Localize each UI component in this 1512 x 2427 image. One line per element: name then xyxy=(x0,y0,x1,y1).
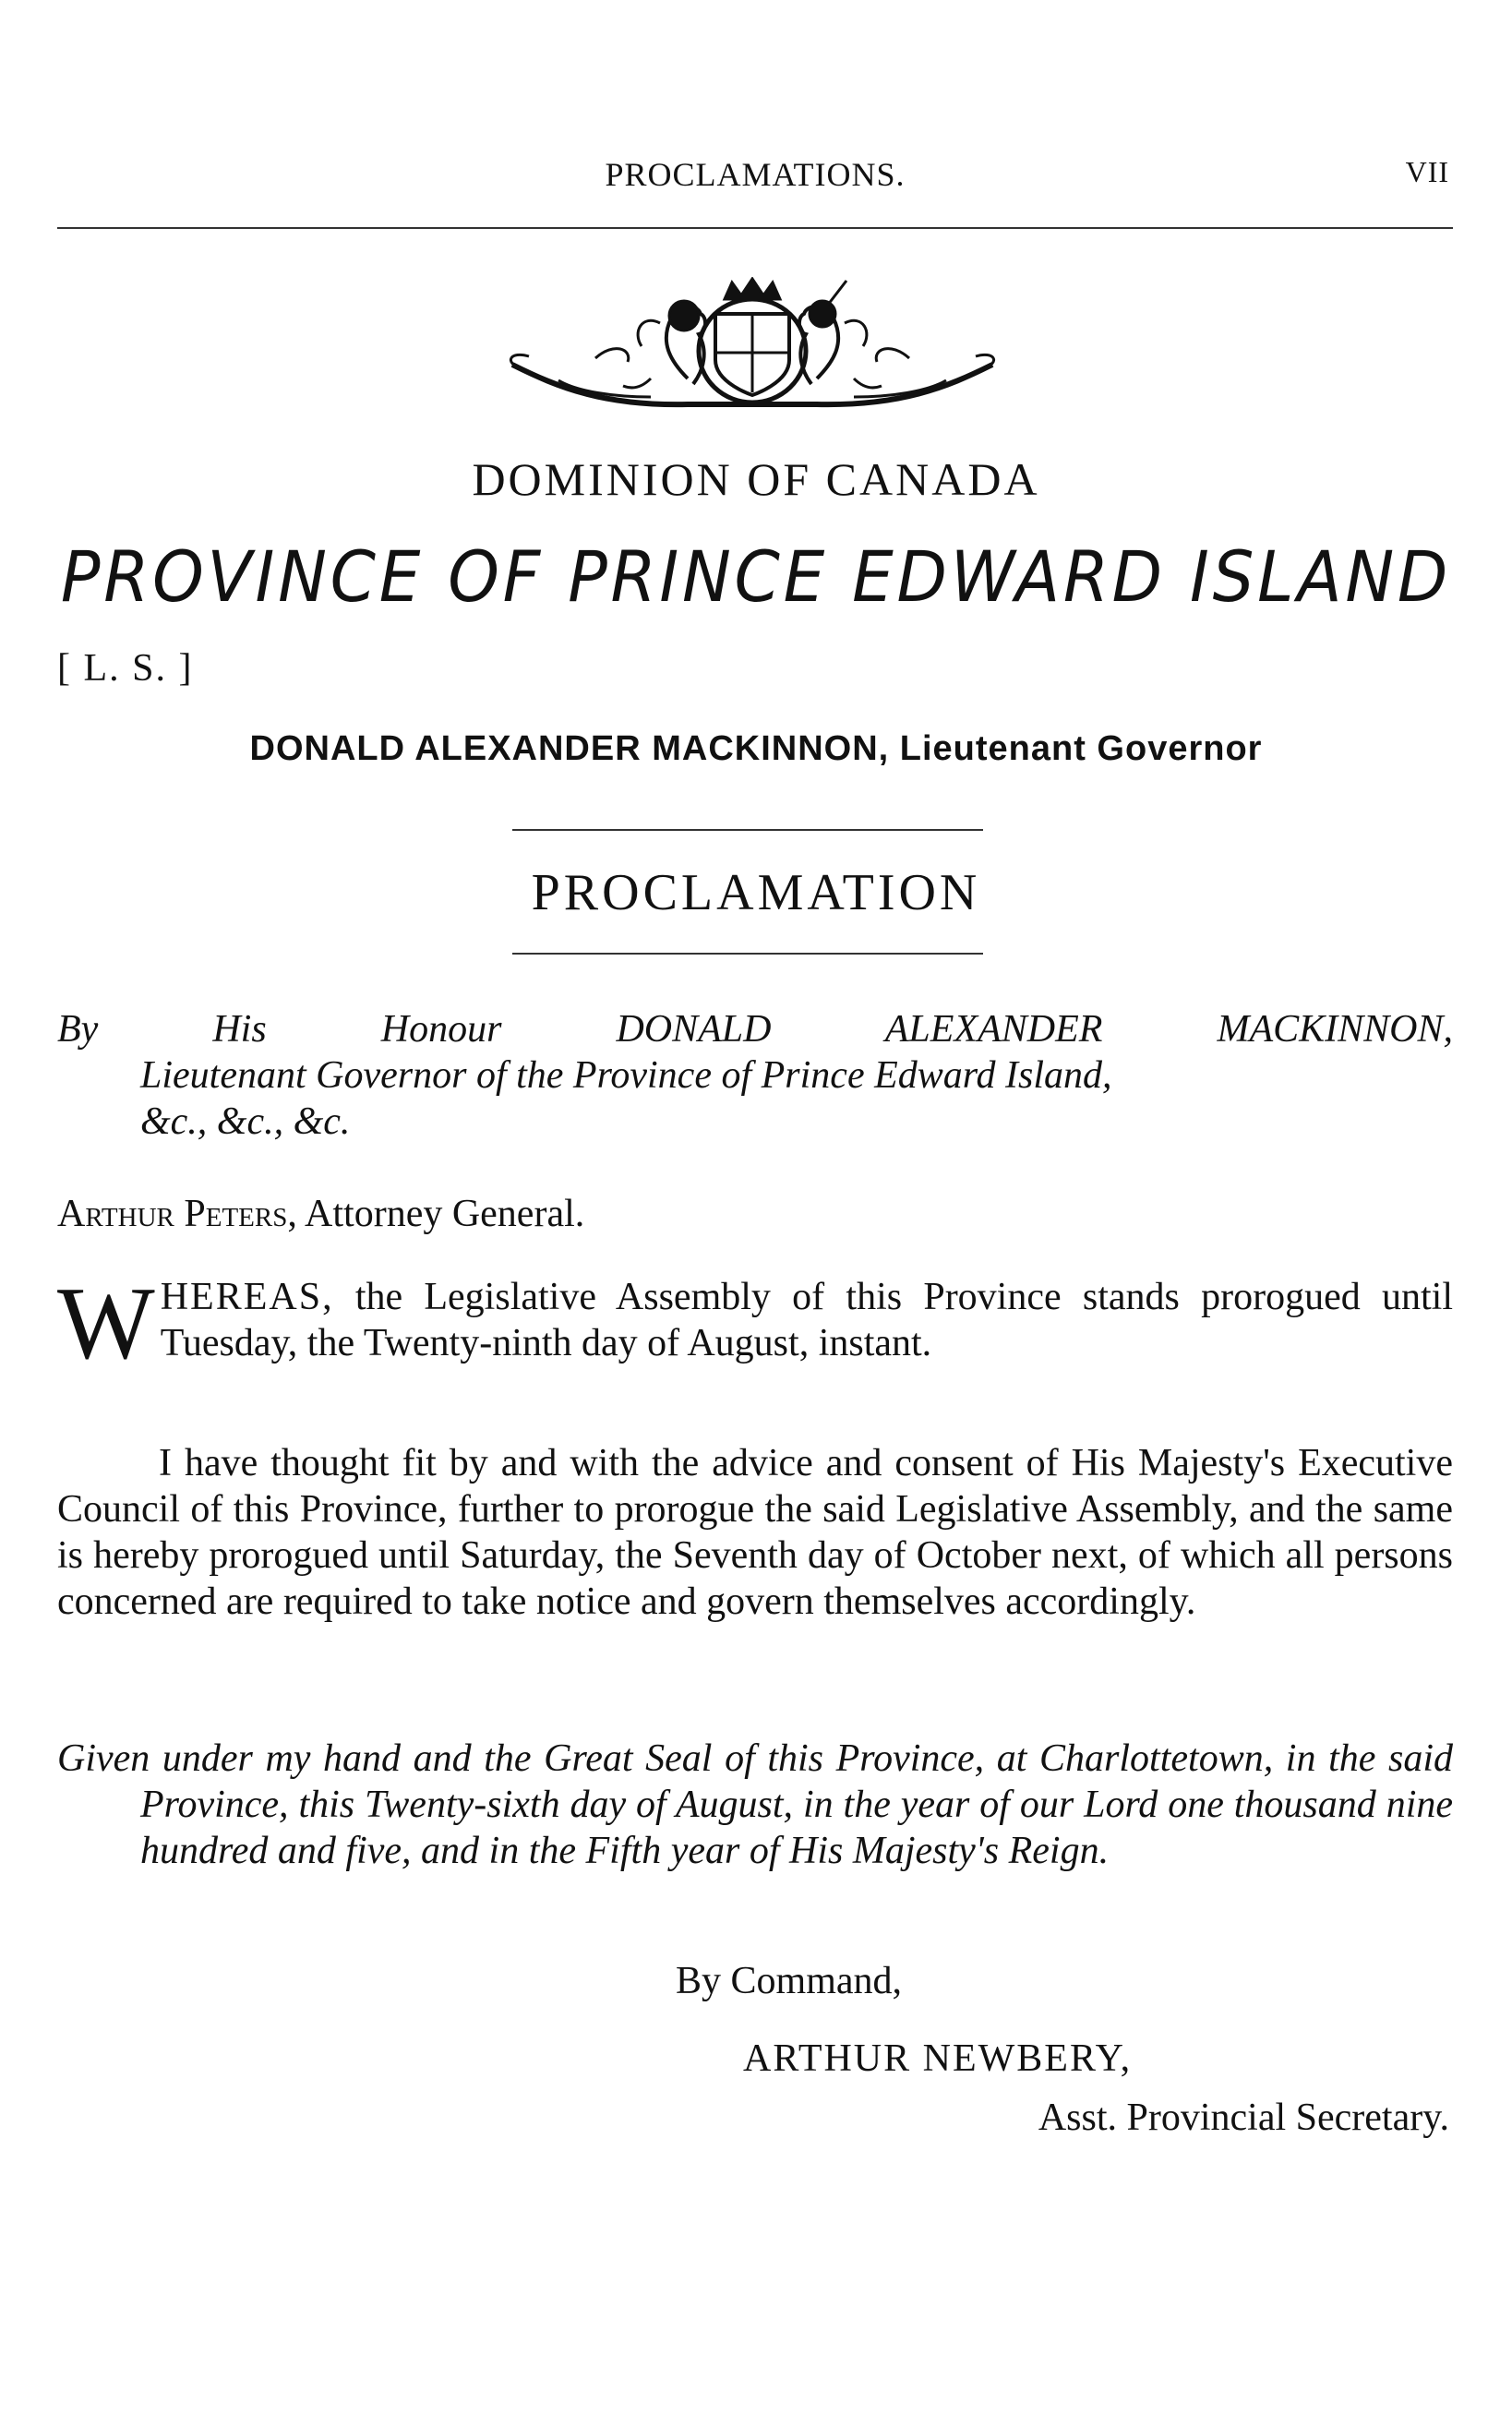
divider-rule xyxy=(512,829,983,831)
whereas-paragraph xyxy=(57,1267,1453,1381)
attorney-title: , Attorney General. xyxy=(287,1193,585,1235)
signer-name: ARTHUR NEWBERY, xyxy=(743,2037,1133,2080)
by-honour-paragraph xyxy=(57,1006,1453,1145)
attorney-line xyxy=(57,1191,1453,1237)
header-rule xyxy=(57,227,1453,229)
whereas-caps: HEREAS, xyxy=(160,1276,334,1318)
attorney-name: Arthur Peters xyxy=(57,1193,288,1235)
running-title: PROCLAMATIONS. xyxy=(605,156,906,193)
given-paragraph xyxy=(57,1736,1453,1874)
by-honour-line: &c., &c., &c. xyxy=(140,1100,351,1143)
dominion-heading: DOMINION OF CANADA xyxy=(472,453,1040,505)
by-honour-line: By His Honour DONALD ALEXANDER MACKINNON, xyxy=(57,1008,1453,1051)
divider-rule xyxy=(512,953,983,955)
royal-coat-of-arms-icon xyxy=(503,277,1002,415)
by-honour-line: Lieutenant Governor of the Province of Prince Edward Island, xyxy=(140,1054,1112,1097)
governor-line: DONALD ALEXANDER MACKINNON, Lieutenant Governor xyxy=(249,729,1263,768)
seal-mark: [ L. S. ] xyxy=(57,647,194,690)
page-number: VII xyxy=(1405,155,1449,188)
whereas-text: the Legislative Assembly of this Province stands prorogued until Tuesday, the Twenty-ninth day of August, instant. xyxy=(160,1276,1453,1364)
proclamation-title: PROCLAMATION xyxy=(531,864,981,921)
running-header xyxy=(57,155,1453,199)
province-heading: PROVINCE OF PRINCE EDWARD ISLAND xyxy=(60,535,1452,618)
drop-cap: W xyxy=(57,1267,155,1381)
given-text: Given under my hand and the Great Seal of this Province, at Charlottetown, in the said Province, this Twenty-sixth day of August, in the year of our Lord one thousand nine hundred and five, and in the Fifth year of His Majesty's Reign. xyxy=(57,1737,1453,1872)
signer-title: Asst. Provincial Secretary. xyxy=(1038,2097,1449,2139)
body-paragraph: I have thought fit by and with the advice and consent of His Majesty's Executive Council of this Province, further to prorogue the said Legislative Assembly, and the same is hereby prorogued until Saturday, the Seventh day of October next, of which all persons concerned are required to take notice and govern themselves accordingly. xyxy=(57,1442,1453,1623)
by-command: By Command, xyxy=(676,1960,903,2002)
